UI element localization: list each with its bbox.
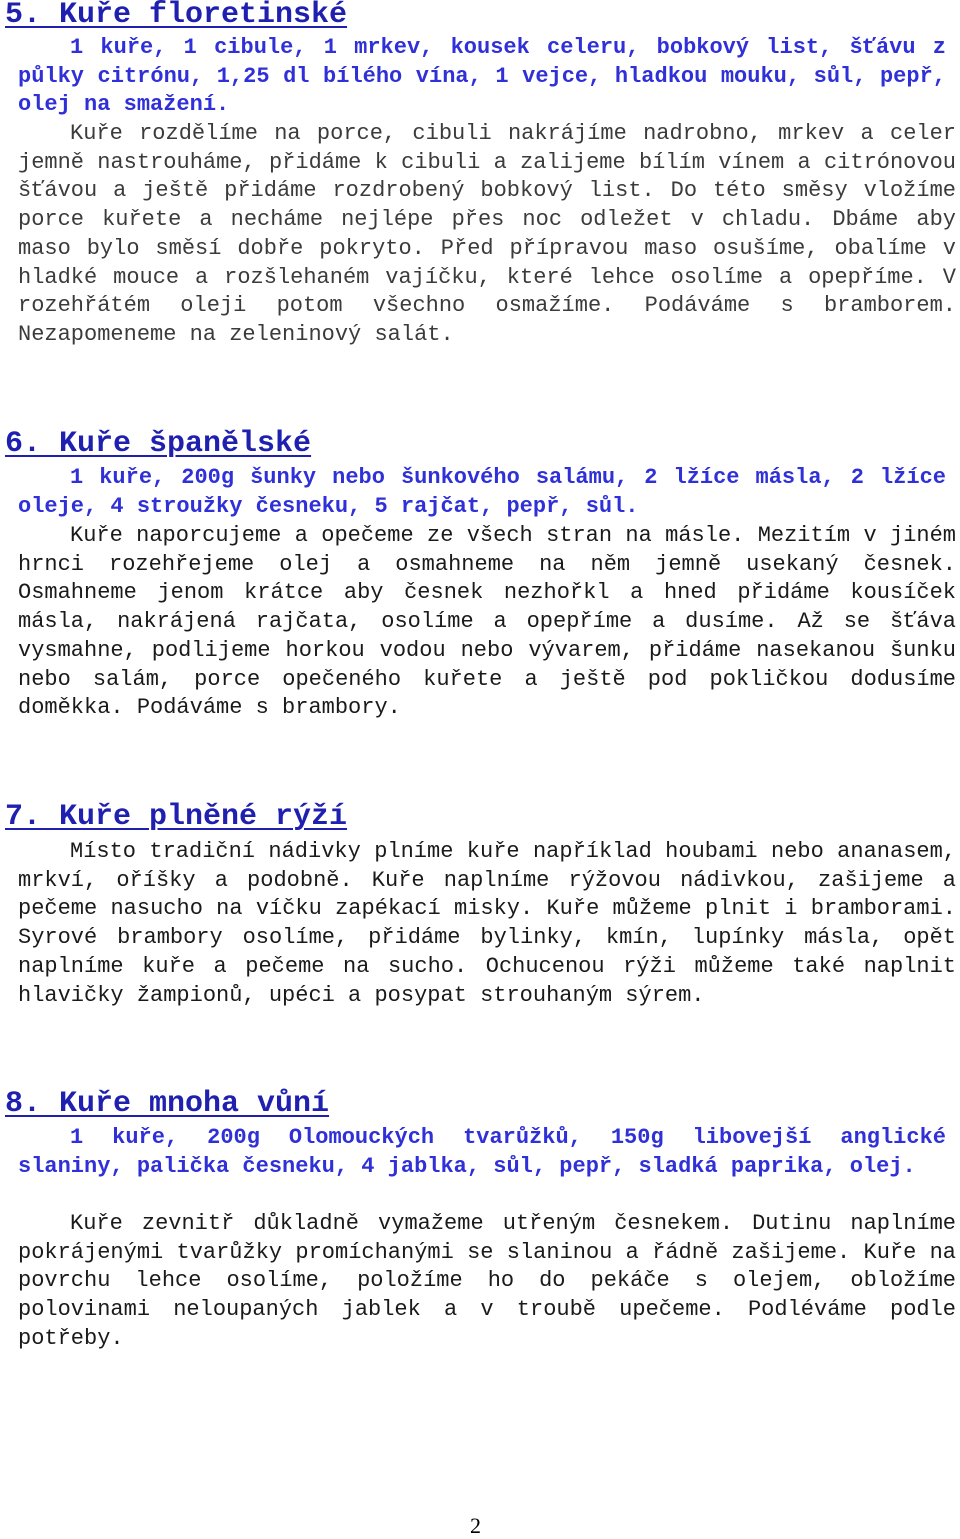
recipe-7-title: 7. Kuře plněné rýží: [5, 800, 348, 834]
recipe-8-instructions: [18, 1210, 956, 1354]
recipe-5-instructions: [18, 120, 956, 350]
recipe-8-title: 8. Kuře mnoha vůní: [5, 1087, 330, 1121]
recipe-5-title: 5. Kuře floretinské: [5, 0, 348, 32]
recipe-7-instructions: [18, 838, 956, 1010]
recipe-6-instructions-text: Kuře naporcujeme a opečeme ze všech stran na másle. Mezitím v jiném hrnci rozehřejeme olej a osmahneme na něm jemně usekaný česnek. Osmahneme jenom krátce aby česnek nezhořkl a hned přidáme kousíček másla, nakrájená rajčata, osolíme a opepříme a dusíme. Až se šťáva vysmahne, podlijeme horkou vodou nebo vývarem, přidáme nasekanou šunku nebo salám, porce opečeného kuřete a ještě pod pokličkou dodusíme doměkka. Podáváme s brambory.: [18, 523, 956, 721]
recipe-8-ingredients: 1 kuře, 200g Olomouckých tvarůžků, 150g libovejší anglické slaniny, palička česneku, 4 jablka, sůl, pepř, sladká paprika, olej.: [18, 1125, 946, 1179]
recipe-5-ingredients: 1 kuře, 1 cibule, 1 mrkev, kousek celeru, bobkový list, šťávu z půlky citrónu, 1,25 dl bílého vína, 1 vejce, hladkou mouku, sůl, pepř, olej na smažení.: [18, 35, 946, 118]
recipe-5-instructions-text: Kuře rozdělíme na porce, cibuli nakrájíme nadrobno, mrkev a celer jemně nastrouháme, přidáme k cibuli a zalijeme bílím vínem a citrónovou šťávou a ještě přidáme rozdrobený bobkový list. Do této směsy vložíme porce kuřete a necháme nejlépe přes noc odležet v chladu. Dbáme aby maso bylo směsí dobře pokryto. Před přípravou maso osušíme, obalíme v hladké mouce a rozšlehaném vajíčku, které lehce osolíme a opepříme. V rozehřátém oleji potom všechno osmažíme. Podáváme s bramborem. Nezapomeneme na zeleninový salát.: [18, 121, 956, 347]
page-number: 2: [470, 1513, 481, 1538]
recipe-6-instructions: [18, 522, 956, 723]
recipe-8-instructions-text: Kuře zevnitř důkladně vymažeme utřeným česnekem. Dutinu naplníme pokrájenými tvarůžky promíchanými se slaninou a řádně zašijeme. Kuře na povrchu lehce osolíme, položíme ho do pekáče s olejem, obložíme polovinami neloupaných jablek a v troubě upečeme. Podléváme podle potřeby.: [18, 1211, 956, 1351]
recipe-7-instructions-text: Místo tradiční nádivky plníme kuře například houbami nebo ananasem, mrkví, oříšky a podobně. Kuře naplníme rýžovou nádivkou, zašijeme a pečeme nasucho na víčku zapékací misky. Kuře můžeme plnit i bramborami. Syrové brambory osolíme, přidáme bylinky, kmín, lupínky másla, opět naplníme kuře a pečeme na sucho. Ochucenou rýži můžeme také naplnit hlavičky žampionů, upéci a posypat strouhaným sýrem.: [18, 839, 956, 1008]
recipe-6-title: 6. Kuře španělské: [5, 427, 312, 461]
recipe-6-ingredients: 1 kuře, 200g šunky nebo šunkového salámu, 2 lžíce másla, 2 lžíce oleje, 4 stroužky česneku, 5 rajčat, pepř, sůl.: [18, 465, 946, 519]
